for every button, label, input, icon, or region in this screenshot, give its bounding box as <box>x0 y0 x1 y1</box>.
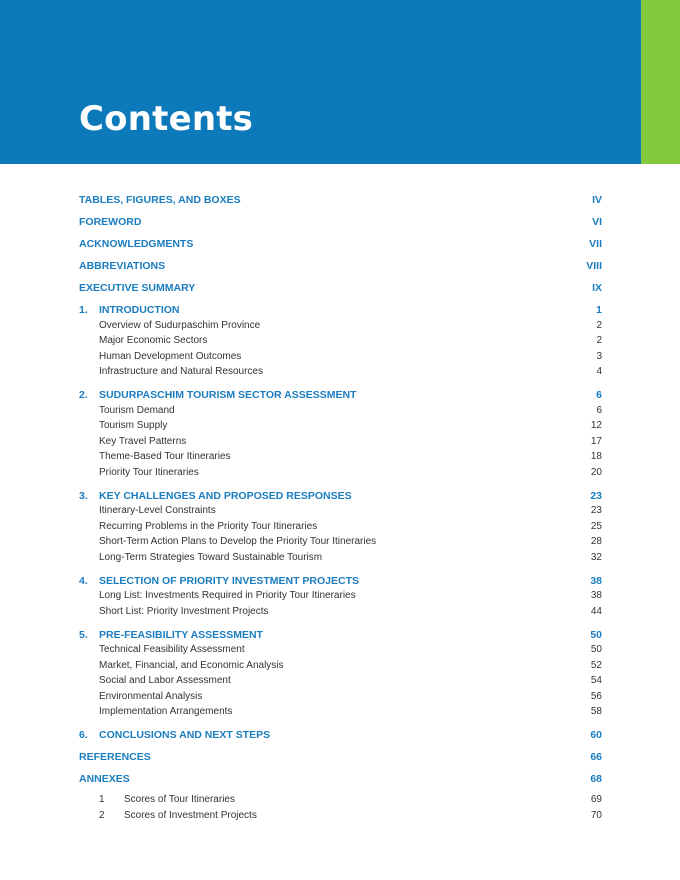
toc-chapter-page: 23 <box>590 489 602 502</box>
toc-chapter[interactable] <box>79 728 602 750</box>
toc-entry-page: VII <box>589 238 602 250</box>
toc-chapter-page: 60 <box>590 729 602 741</box>
toc-entry[interactable] <box>79 215 602 237</box>
toc-subentry-label: Major Economic Sectors <box>99 335 208 346</box>
toc-entry-label: ABBREVIATIONS <box>79 260 166 272</box>
toc-subentry-page: 25 <box>590 520 602 532</box>
toc-subentry-label: Key Travel Patterns <box>99 435 187 447</box>
toc-chapter-number: 1. <box>79 304 88 316</box>
toc-chapter-label: KEY CHALLENGES AND PROPOSED RESPONSES <box>99 489 352 502</box>
toc-subentry-page: 38 <box>590 590 602 601</box>
toc-subentry-page: 23 <box>590 505 602 516</box>
toc-subentry-label: Tourism Supply <box>99 420 168 431</box>
toc-subentry-page: 28 <box>590 536 602 547</box>
toc-subentry-page: 50 <box>590 644 602 655</box>
toc-annex-number: 2 <box>99 809 105 821</box>
toc-subentry[interactable] <box>79 436 602 452</box>
toc-annex-page: 69 <box>590 794 602 805</box>
toc-subentry-label: Infrastructure and Natural Resources <box>99 366 263 377</box>
toc-subentry[interactable] <box>79 691 602 707</box>
toc-entry-page: 66 <box>590 751 602 763</box>
toc-chapter-number: 6. <box>79 729 88 741</box>
toc-subentry[interactable] <box>79 590 602 606</box>
toc-subentry-label: Long-Term Strategies Toward Sustainable Tourism <box>99 551 323 563</box>
toc-entry-page: VIII <box>586 260 602 272</box>
toc-subentry[interactable] <box>79 521 602 537</box>
toc-chapter[interactable] <box>79 574 602 591</box>
toc-subentry-page: 54 <box>590 675 602 686</box>
toc-subentry[interactable] <box>79 606 602 628</box>
toc-entry-label: REFERENCES <box>79 751 151 763</box>
toc-chapter-label: SUDURPASCHIM TOURISM SECTOR ASSESSMENT <box>99 389 357 401</box>
toc-annex-page: 70 <box>590 809 602 821</box>
toc-chapter-label: CONCLUSIONS AND NEXT STEPS <box>99 729 271 741</box>
toc-chapter-number: 4. <box>79 574 88 587</box>
toc-subentry-label: Social and Labor Assessment <box>99 675 231 686</box>
toc-entry-label: EXECUTIVE SUMMARY <box>79 282 196 294</box>
toc-subentry-label: Short-Term Action Plans to Develop the Priority Tour Itineraries <box>99 536 377 547</box>
toc-subentry[interactable] <box>79 351 602 367</box>
toc-entry-page: IV <box>592 194 602 206</box>
toc-chapter-page: 38 <box>590 574 602 587</box>
toc-subentry-page: 6 <box>596 404 602 416</box>
toc-entry[interactable] <box>79 237 602 259</box>
toc-subentry[interactable] <box>79 675 602 691</box>
toc-annex-item[interactable] <box>79 794 602 810</box>
toc-subentry-label: Priority Tour Itineraries <box>99 466 199 478</box>
toc-chapter-number: 3. <box>79 489 88 502</box>
toc-entry-label: ACKNOWLEDGMENTS <box>79 238 194 250</box>
toc-subentry-page: 32 <box>590 551 602 563</box>
toc-annex-label: Scores of Investment Projects <box>124 809 257 821</box>
toc-entry-label: TABLES, FIGURES, AND BOXES <box>79 194 241 206</box>
toc-subentry-page: 3 <box>596 350 602 362</box>
toc-subentry-label: Recurring Problems in the Priority Tour Itineraries <box>99 520 318 532</box>
toc-chapter[interactable] <box>79 628 602 645</box>
toc-chapter-number: 5. <box>79 628 88 641</box>
toc-subentry-label: Itinerary-Level Constraints <box>99 505 216 516</box>
toc-chapter-label: PRE-FEASIBILITY ASSESSMENT <box>99 628 263 641</box>
toc-subentry[interactable] <box>79 320 602 336</box>
toc-entry-label: ANNEXES <box>79 773 130 785</box>
toc-entry[interactable] <box>79 259 602 281</box>
toc-entry[interactable] <box>79 772 602 794</box>
toc-subentry-page: 17 <box>590 435 602 447</box>
toc-subentry[interactable] <box>79 660 602 676</box>
toc-entry-page: 68 <box>590 773 602 785</box>
toc-subentry[interactable] <box>79 644 602 660</box>
toc-subentry[interactable] <box>79 420 602 436</box>
toc-subentry-label: Human Development Outcomes <box>99 350 242 362</box>
toc-chapter-page: 6 <box>596 389 602 401</box>
toc-annex-item[interactable] <box>79 810 602 826</box>
title-banner <box>0 0 641 164</box>
toc-annex-number: 1 <box>99 794 105 805</box>
toc-subentry[interactable] <box>79 405 602 421</box>
toc-entry-label: FOREWORD <box>79 216 142 228</box>
toc-entry[interactable] <box>79 281 602 303</box>
toc-annex-label: Scores of Tour Itineraries <box>124 794 235 805</box>
toc-subentry-page: 2 <box>596 335 602 346</box>
toc-subentry-label: Implementation Arrangements <box>99 706 233 717</box>
toc-subentry-page: 2 <box>596 319 602 331</box>
toc-subentry-label: Tourism Demand <box>99 404 175 416</box>
toc-subentry-page: 20 <box>590 466 602 478</box>
toc-subentry-label: Short List: Priority Investment Projects <box>99 605 269 617</box>
toc-chapter[interactable] <box>79 489 602 506</box>
toc-entry-page: VI <box>592 216 602 228</box>
toc-subentry-page: 56 <box>590 690 602 702</box>
page-title: Contents <box>79 99 254 139</box>
toc-subentry[interactable] <box>79 366 602 388</box>
toc-chapter-number: 2. <box>79 389 88 401</box>
toc-subentry[interactable] <box>79 467 602 489</box>
toc-subentry[interactable] <box>79 706 602 728</box>
toc-subentry-label: Overview of Sudurpaschim Province <box>99 319 261 331</box>
toc-chapter[interactable] <box>79 388 602 405</box>
toc-subentry-label: Long List: Investments Required in Priority Tour Itineraries <box>99 590 356 601</box>
toc-chapter[interactable] <box>79 303 602 320</box>
toc-chapter-label: INTRODUCTION <box>99 304 180 316</box>
toc-subentry-page: 44 <box>590 605 602 617</box>
toc-subentry-label: Theme-Based Tour Itineraries <box>99 451 231 462</box>
toc-subentry[interactable] <box>79 552 602 574</box>
toc-subentry-label: Market, Financial, and Economic Analysis <box>99 659 284 671</box>
toc-chapter-page: 50 <box>590 628 602 641</box>
toc-entry[interactable] <box>79 193 602 215</box>
toc-chapter-page: 1 <box>596 304 602 316</box>
toc-subentry-page: 52 <box>590 659 602 671</box>
toc-subentry-page: 18 <box>590 451 602 462</box>
toc-entry-page: IX <box>592 282 602 294</box>
toc-subentry[interactable] <box>79 451 602 467</box>
accent-strip <box>641 0 680 164</box>
toc-subentry[interactable] <box>79 335 602 351</box>
toc-subentry-label: Environmental Analysis <box>99 690 203 702</box>
toc-subentry-page: 58 <box>590 706 602 717</box>
toc-entry[interactable] <box>79 750 602 772</box>
toc-subentry-page: 4 <box>596 366 602 377</box>
toc-subentry[interactable] <box>79 505 602 521</box>
table-of-contents <box>79 193 602 825</box>
toc-subentry[interactable] <box>79 536 602 552</box>
toc-subentry-label: Technical Feasibility Assessment <box>99 644 245 655</box>
toc-subentry-page: 12 <box>590 420 602 431</box>
toc-chapter-label: SELECTION OF PRIORITY INVESTMENT PROJECTS <box>99 574 360 587</box>
